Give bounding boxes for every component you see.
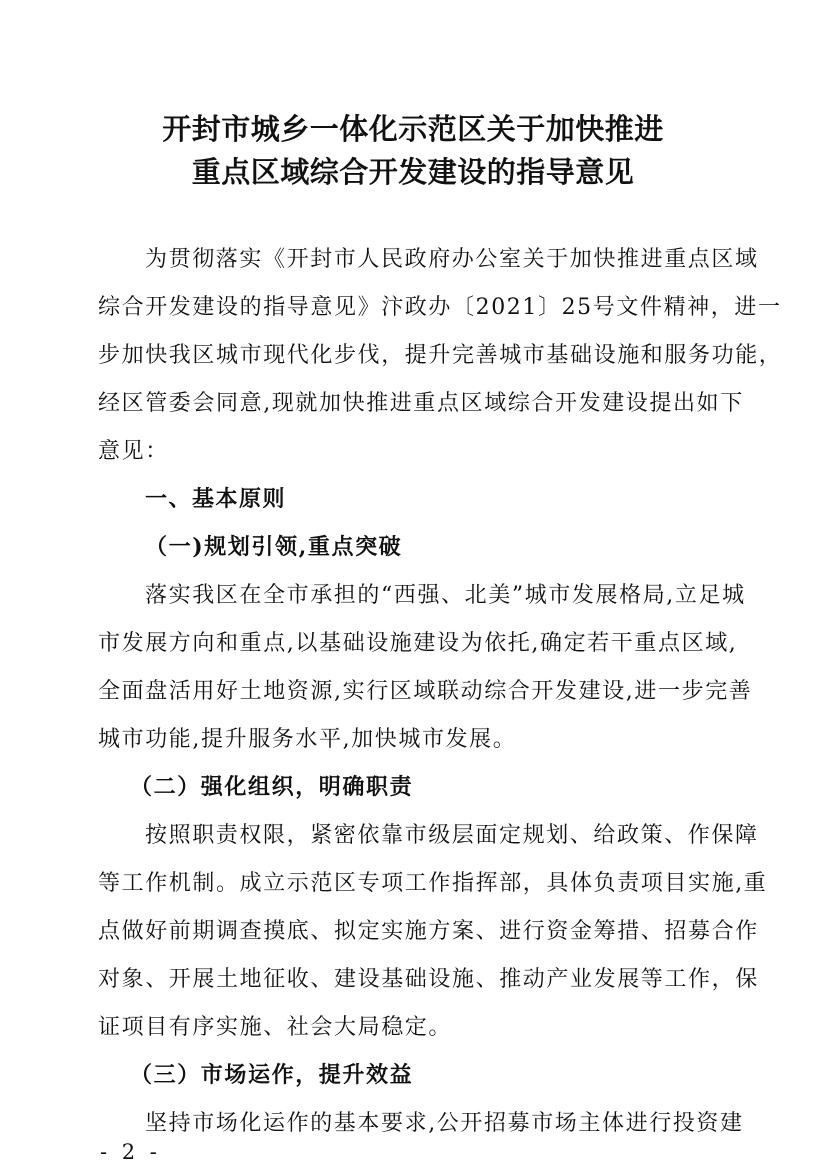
sub1-line-3: 全面盘活用好土地资源,实行区域联动综合开发建设,进一步完善 xyxy=(98,679,753,704)
intro-line-3: 步加快我区城市现代化步伐，提升完善城市基础设施和服务功能， xyxy=(98,343,783,368)
document-title-line-1: 开封市城乡一体化示范区关于加快推进 xyxy=(162,112,664,146)
sub2-line-5: 证项目有序实施、社会大局稳定。 xyxy=(98,1015,453,1040)
subsection-heading-1: （一)规划引领,重点突破 xyxy=(145,534,403,560)
sub2-line-2: 等工作机制。成立示范区专项工作指挥部，具体负责项目实施,重 xyxy=(98,871,768,896)
intro-line-4: 经区管委会同意,现就加快推进重点区域综合开发建设提出如下 xyxy=(98,391,744,416)
sub2-line-4: 对象、开展土地征收、建设基础设施、推动产业发展等工作，保 xyxy=(98,967,759,992)
sub1-line-2: 市发展方向和重点,以基础设施建设为依托,确定若干重点区域, xyxy=(98,631,738,656)
sub1-line-4: 城市功能,提升服务水平,加快城市发展。 xyxy=(98,727,517,752)
sub2-line-1: 按照职责权限，紧密依靠市级层面定规划、给政策、作保障 xyxy=(145,823,759,848)
intro-line-1: 为贯彻落实《开封市人民政府办公室关于加快推进重点区域 xyxy=(145,247,759,272)
sub2-line-3: 点做好前期调查摸底、拟定实施方案、进行资金筹措、招募合作 xyxy=(98,919,759,944)
sub3-line-1: 坚持市场化运作的基本要求,公开招募市场主体进行投资建 xyxy=(145,1111,744,1136)
section-heading-1: 一、基本原则 xyxy=(145,487,287,512)
subsection-heading-3: （三）市场运作，提升效益 xyxy=(130,1062,414,1088)
subsection-heading-2: （二）强化组织，明确职责 xyxy=(130,774,414,800)
sub1-line-1: 落实我区在全市承担的“西强、北美”城市发展格局,立足城 xyxy=(145,583,746,608)
intro-line-5: 意见： xyxy=(98,439,169,464)
document-title-line-2: 重点区域综合开发建设的指导意见 xyxy=(191,155,635,189)
intro-line-2: 综合开发建设的指导意见》汴政办〔2021〕25号文件精神，进一 xyxy=(98,295,782,320)
page-number: - 2 - xyxy=(100,1140,161,1164)
